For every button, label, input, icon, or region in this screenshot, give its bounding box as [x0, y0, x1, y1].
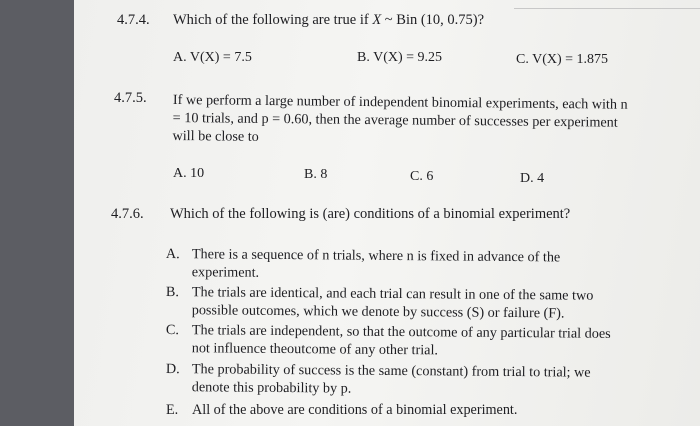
- option-d: [520, 171, 544, 187]
- option-line: denote this probability by p.: [191, 379, 352, 397]
- question-text: [173, 12, 484, 29]
- option-line: The trials are identical, and each trial can result in one of the same two: [191, 284, 594, 304]
- option-line: The trials are independent, so that the outcome of any particular trial does: [191, 322, 611, 342]
- option-line: experiment.: [191, 264, 260, 281]
- option-label: C.: [516, 52, 529, 67]
- option-b: [166, 283, 594, 323]
- option-d: [166, 360, 591, 400]
- option-c: [516, 52, 608, 68]
- option-label: B.: [304, 167, 317, 182]
- question-line: If we perform a large number of independent binomial experiments, each with n: [172, 91, 628, 113]
- option-label: E.: [166, 402, 179, 418]
- question-text: [172, 91, 627, 150]
- question-text-part: ~ Bin (10, 0.75)?: [381, 12, 485, 28]
- option-b: [357, 50, 442, 66]
- math-variable: X: [372, 12, 382, 28]
- option-label: B.: [357, 50, 370, 65]
- option-value: 6: [426, 169, 434, 184]
- question-number: 4.7.4.: [117, 12, 150, 28]
- question-number: 4.7.6.: [111, 206, 144, 222]
- option-value: 4: [537, 171, 545, 186]
- option-line: not influence theoutcome of any other trial.: [191, 340, 439, 359]
- option-c: [166, 321, 611, 361]
- option-value: 8: [320, 167, 328, 182]
- option-line: All of the above are conditions of a binomial experiment.: [192, 402, 518, 418]
- textbook-page: [74, 0, 700, 426]
- question-text: Which of the following is (are) conditions of a binomial experiment?: [170, 206, 571, 222]
- option-label: D.: [165, 360, 180, 378]
- option-value: 10: [190, 166, 205, 181]
- option-c: [410, 169, 433, 185]
- question-line: will be close to: [172, 127, 259, 145]
- option-b: [304, 167, 327, 183]
- question-line: = 10 trials, and p = 0.60, then the average number of successes per experiment: [172, 109, 618, 131]
- option-e: [166, 401, 517, 419]
- option-expression: V(X) = 1.875: [532, 52, 609, 67]
- option-label: A.: [165, 245, 180, 263]
- option-expression: V(X) = 7.5: [189, 50, 252, 65]
- option-a: [166, 245, 561, 284]
- option-line: The probability of success is the same (constant) from trial to trial; we: [191, 361, 591, 381]
- option-label: A.: [173, 166, 187, 181]
- question-text-part: Which of the following are true if: [173, 12, 373, 28]
- option-line: possible outcomes, which we denote by success (S) or failure (F).: [191, 302, 565, 322]
- option-label: B.: [165, 283, 180, 301]
- option-a: [173, 166, 204, 182]
- option-label: C.: [410, 169, 423, 184]
- option-line: There is a sequence of n trials, where n is fixed in advance of the: [191, 246, 561, 266]
- question-number: 4.7.5.: [114, 90, 147, 106]
- page-rule: [514, 8, 700, 9]
- option-expression: V(X) = 9.25: [373, 50, 443, 65]
- option-label: D.: [520, 171, 534, 186]
- option-a: [173, 50, 252, 66]
- option-label: C.: [165, 321, 180, 339]
- option-label: A.: [173, 50, 187, 65]
